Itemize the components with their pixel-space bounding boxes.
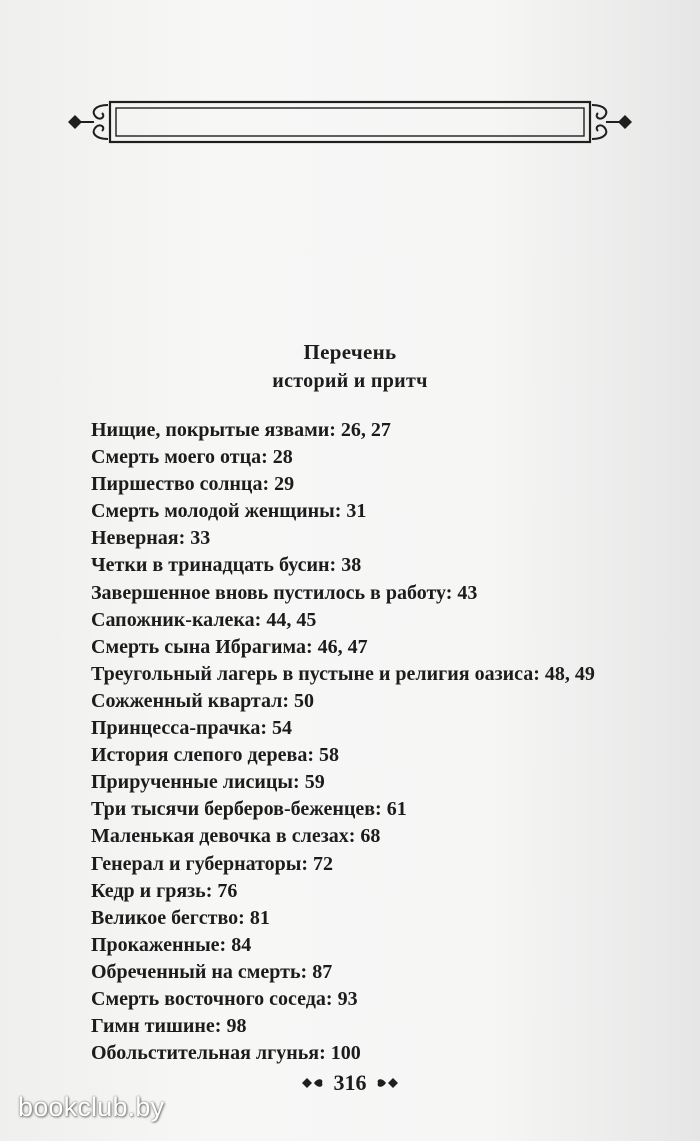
list-item: Неверная: 33 <box>91 527 211 550</box>
list-item: Обреченный на смерть: 87 <box>91 960 333 983</box>
list-item: Сапожник-калека: 44, 45 <box>91 608 317 631</box>
list-item: Обольстительная лгунья: 100 <box>91 1042 361 1065</box>
list-item: Треугольный лагерь в пустыне и религия оазиса: 48, 49 <box>91 662 595 685</box>
list-item: Смерть молодой женщины: 31 <box>91 500 367 523</box>
list-item: Смерть сына Ибрагима: 46, 47 <box>91 635 368 658</box>
list-item: Смерть восточного соседа: 93 <box>91 987 358 1010</box>
list-item: Прирученные лисицы: 59 <box>91 771 325 794</box>
list-item: Кедр и грязь: 76 <box>91 879 238 902</box>
page-number: 316 <box>333 1069 367 1095</box>
list-item: Великое бегство: 81 <box>91 906 270 929</box>
list-item: Сожженный квартал: 50 <box>91 689 315 712</box>
left-ornament-icon <box>300 1074 326 1092</box>
list-item: Смерть моего отца: 28 <box>91 446 293 469</box>
list-item: Принцесса-прачка: 54 <box>91 717 293 740</box>
list-item: История слепого дерева: 58 <box>91 744 339 767</box>
list-item: Пиршество солнца: 29 <box>91 473 295 496</box>
list-item: Прокаженные: 84 <box>91 933 252 956</box>
list-item: Три тысячи берберов-беженцев: 61 <box>91 798 407 821</box>
header-ornament-frame <box>60 97 640 147</box>
list-item: Маленькая девочка в слезах: 68 <box>91 825 381 848</box>
list-item: Завершенное вновь пустилось в работу: 43 <box>91 581 478 604</box>
site-watermark: bookclub.by <box>18 1092 165 1122</box>
list-item: Четки в тринадцать бусин: 38 <box>91 554 362 577</box>
list-item: Генерал и губернаторы: 72 <box>91 852 334 875</box>
list-item: Гимн тишине: 98 <box>91 1015 247 1038</box>
page-title: Перечень <box>303 340 397 364</box>
right-ornament-icon <box>374 1074 400 1092</box>
page-subtitle: историй и притч <box>272 370 428 392</box>
contents-list <box>91 417 671 1067</box>
list-item: Нищие, покрытые язвами: 26, 27 <box>91 419 391 441</box>
